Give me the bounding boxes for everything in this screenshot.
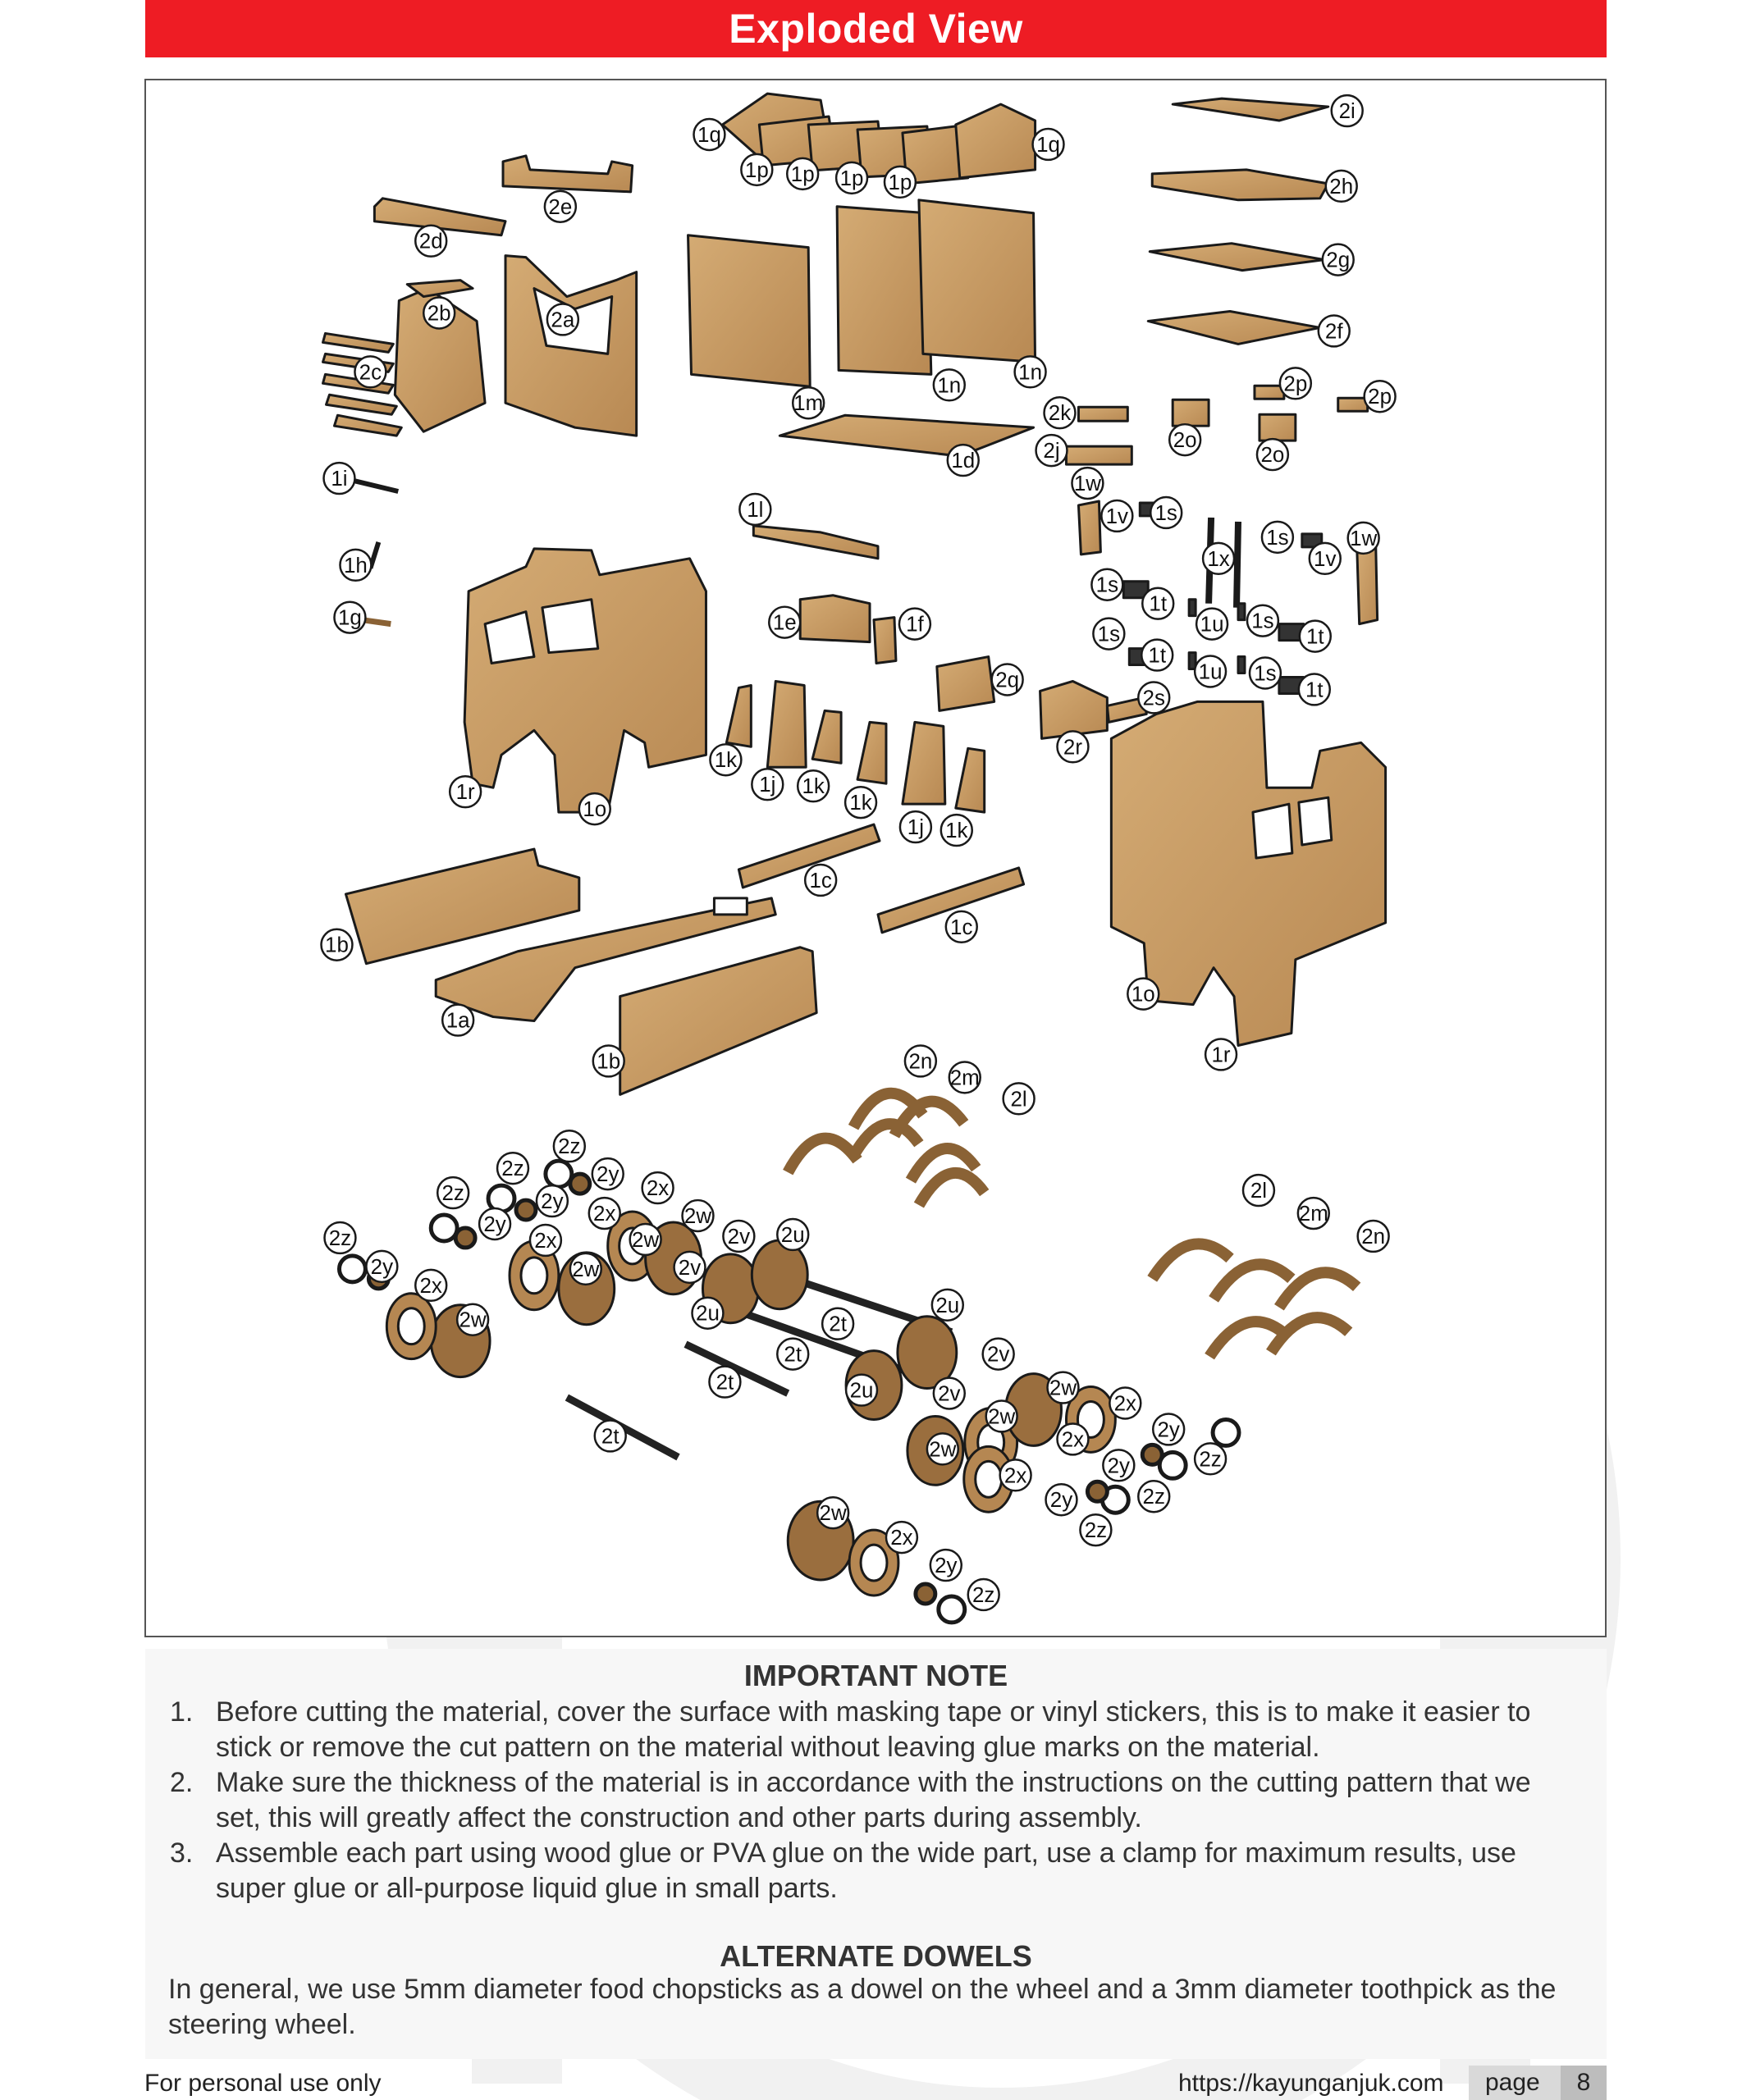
callout-label: 2k [1048, 402, 1072, 426]
callout-label: 2n [908, 1050, 933, 1074]
callout-label: 2g [1326, 249, 1351, 272]
callout-label: 1f [906, 613, 924, 637]
callout-label: 1n [937, 374, 962, 398]
callout-label: 2x [890, 1527, 913, 1550]
callout-1k [941, 815, 972, 846]
part-1e [800, 596, 870, 642]
part-1b-right [620, 947, 816, 1095]
callout-2t [709, 1367, 740, 1398]
callout-label: 1x [1207, 547, 1230, 571]
callout-label: 1o [1131, 983, 1155, 1007]
callout-2x [642, 1172, 674, 1203]
callout-1t [1299, 674, 1330, 705]
callout-label: 1c [809, 869, 832, 892]
callout-label: 2m [1298, 1203, 1328, 1226]
callout-2y [1046, 1484, 1077, 1515]
callout-2h [1326, 171, 1357, 202]
callout-label: 1n [1018, 361, 1043, 385]
callout-2w [683, 1200, 714, 1231]
callout-label: 1e [772, 611, 797, 635]
page-label: page [1485, 2069, 1540, 2096]
callout-label: 2z [441, 1182, 464, 1206]
callout-1a [442, 1005, 473, 1036]
callout-label: 2z [972, 1583, 995, 1607]
callout-label: 1j [759, 774, 776, 797]
callout-1l [739, 494, 770, 525]
callout-2t [595, 1420, 626, 1451]
page-title: Exploded View [145, 0, 1607, 57]
callout-1m [793, 387, 824, 418]
callout-2r [1058, 731, 1089, 762]
callout-2z [554, 1130, 585, 1162]
callout-1j [752, 769, 783, 800]
callout-2y [1153, 1413, 1184, 1445]
callout-label: 2t [784, 1343, 802, 1367]
callout-2z [437, 1177, 469, 1208]
callout-1x [1203, 543, 1234, 574]
page-number: 8 [1561, 2066, 1607, 2100]
callout-label: 2z [558, 1135, 581, 1159]
callout-1b [593, 1045, 624, 1076]
callout-label: 2y [1157, 1418, 1180, 1442]
callout-2y [1103, 1449, 1134, 1481]
alternate-dowels-text: In general, we use 5mm diameter food chopsticks as a dowel on the wheel and a 3mm diameter toothpick as the steering wheel. [168, 1974, 1557, 2040]
callout-2u [846, 1375, 877, 1406]
callout-label: 2w [683, 1204, 712, 1228]
callout-label: 2c [359, 361, 382, 385]
note-number: 2. [170, 1767, 194, 1798]
callout-2n [1358, 1221, 1389, 1252]
note-text: Assemble each part using wood glue or PVA glue on the wide part, use a clamp for maximum results, use super glue or all-purpose liquid glue in small parts. [216, 1838, 1516, 1904]
callout-label: 1s [1266, 526, 1289, 550]
callout-2a [547, 304, 578, 336]
callout-1v [1101, 500, 1132, 532]
callout-label: 2l [1250, 1180, 1268, 1203]
callout-label: 2x [1004, 1464, 1027, 1488]
callout-1p [741, 154, 772, 185]
callout-2q [992, 664, 1023, 696]
callout-2k [1045, 397, 1076, 428]
callout-1j [900, 811, 931, 842]
callout-2l [1004, 1083, 1035, 1114]
callout-label: 2x [1113, 1392, 1137, 1416]
callout-label: 2y [1107, 1454, 1131, 1478]
callout-label: 2a [551, 308, 575, 332]
part-1g [362, 620, 391, 624]
callout-label: 1o [583, 798, 607, 822]
note-text: Make sure the thickness of the material is in accordance with the instructions on the cutting pattern that we set, this will greatly affect the construction and other parts during assembly. [216, 1767, 1531, 1833]
callout-label: 2t [601, 1425, 619, 1449]
callout-label: 2u [696, 1302, 720, 1326]
callout-label: 2x [1061, 1428, 1085, 1452]
part-1f [874, 618, 896, 664]
alternate-dowels-heading: ALTERNATE DOWELS [720, 1939, 1032, 1973]
callout-2u [777, 1219, 808, 1250]
part-1n-left [837, 207, 931, 375]
callout-1c [805, 865, 836, 896]
callout-label: 2x [419, 1274, 442, 1298]
exploded-view-drawing [146, 80, 1605, 1636]
callout-2v [674, 1252, 706, 1283]
footer-website-link[interactable]: https://kayunganjuk.com [1178, 2070, 1444, 2097]
callout-1s [1150, 497, 1182, 528]
callout-2x [589, 1198, 620, 1229]
callout-2o [1257, 439, 1288, 470]
callout-label: 1w [1073, 472, 1102, 496]
callout-2m [949, 1061, 981, 1093]
part-1m [688, 235, 811, 387]
callout-label: 2u [849, 1379, 874, 1403]
part-fenders-top [788, 1093, 984, 1205]
callout-label: 2r [1063, 736, 1082, 760]
callout-2g [1323, 244, 1354, 276]
callout-label: 2w [572, 1258, 600, 1281]
callout-2y [537, 1185, 568, 1217]
callout-1s [1247, 605, 1278, 637]
part-1l [753, 526, 878, 559]
callout-2n [905, 1045, 936, 1076]
callout-label: 2u [780, 1223, 805, 1247]
callout-label: 2z [1084, 1519, 1108, 1543]
callout-label: 2t [715, 1371, 734, 1395]
callout-label: 2f [1324, 320, 1343, 344]
callout-label: 1t [1305, 625, 1324, 649]
callout-label: 2p [1368, 386, 1392, 409]
callout-1c [946, 911, 977, 943]
callout-2l [1243, 1175, 1274, 1206]
callout-label: 1d [951, 450, 976, 473]
callout-2w [457, 1304, 488, 1335]
callout-1t [1300, 621, 1331, 652]
callout-1o [579, 793, 610, 824]
callout-label: 1q [697, 123, 721, 147]
callout-label: 2s [1142, 687, 1165, 710]
note-number: 3. [170, 1838, 194, 1869]
callout-label: 2y [541, 1190, 564, 1214]
callout-label: 1a [446, 1009, 470, 1033]
callout-2z [1195, 1443, 1226, 1474]
callout-label: 2z [501, 1157, 524, 1181]
callout-label: 1g [338, 606, 362, 630]
callout-label: 1s [1095, 573, 1119, 597]
callout-2p [1280, 368, 1311, 399]
callout-1s [1250, 658, 1281, 689]
callout-label: 1i [331, 468, 348, 491]
callout-label: 2w [929, 1438, 957, 1462]
callout-label: 2y [370, 1255, 394, 1279]
callout-label: 2m [949, 1066, 980, 1090]
callout-label: 1k [849, 792, 872, 815]
callout-label: 2v [727, 1225, 751, 1249]
note-text: Before cutting the material, cover the surface with masking tape or vinyl stickers, this is to make it easier to stick or remove the cut pattern on the material without leaving glue marks on the material. [216, 1696, 1531, 1763]
callout-label: 2j [1043, 440, 1060, 463]
callout-label: 2v [986, 1343, 1010, 1367]
callout-2v [983, 1339, 1014, 1370]
callout-label: 1t [1148, 644, 1167, 668]
callout-2f [1319, 315, 1350, 346]
callout-1v [1310, 543, 1341, 574]
callout-1f [899, 609, 930, 640]
callout-label: 2i [1338, 100, 1356, 124]
callout-2y [366, 1251, 397, 1282]
callout-label: 1c [950, 915, 973, 939]
callout-2u [693, 1298, 724, 1329]
important-note-heading: IMPORTANT NOTE [743, 1659, 1008, 1692]
callout-2x [1058, 1423, 1089, 1454]
part-2j [1066, 446, 1132, 464]
note-number: 1. [170, 1696, 194, 1728]
callout-1d [948, 445, 979, 476]
callout-label: 2w [632, 1228, 660, 1252]
callout-label: 2h [1329, 175, 1354, 199]
callout-label: 1q [1036, 133, 1060, 157]
callout-1t [1142, 588, 1173, 619]
callout-2w [630, 1224, 661, 1255]
callout-1i [324, 463, 355, 494]
part-2a [505, 256, 637, 436]
callout-2z [325, 1222, 356, 1253]
callout-1e [769, 607, 800, 638]
callout-label: 1k [945, 819, 968, 843]
callout-2o [1169, 424, 1200, 455]
callout-2i [1332, 95, 1363, 126]
callout-label: 2z [328, 1226, 352, 1250]
callout-1p [787, 158, 818, 189]
note-item [170, 1765, 1581, 1836]
callout-2z [1080, 1514, 1111, 1545]
callout-1b [322, 929, 353, 961]
callout-2p [1365, 381, 1396, 412]
callout-label: 2y [935, 1554, 958, 1578]
callout-2x [530, 1225, 561, 1256]
callout-label: 2x [534, 1229, 557, 1253]
part-2q [937, 657, 994, 711]
callout-label: 1b [597, 1050, 621, 1074]
callout-label: 1p [744, 158, 769, 182]
callout-label: 2y [1049, 1489, 1073, 1513]
callout-label: 2p [1283, 372, 1308, 396]
callout-label: 1u [1200, 613, 1224, 637]
callout-label: 2b [427, 302, 451, 326]
callout-1w [1348, 523, 1379, 554]
callout-label: 2w [459, 1308, 487, 1332]
callout-label: 1p [839, 167, 864, 190]
callout-2x [415, 1270, 446, 1301]
callout-2e [545, 191, 576, 222]
callout-1t [1141, 640, 1173, 671]
callout-2y [930, 1550, 962, 1581]
callout-label: 2l [1010, 1088, 1027, 1112]
callout-1g [334, 602, 365, 633]
callout-label: 1t [1305, 678, 1324, 702]
callout-label: 1t [1149, 592, 1168, 616]
callout-1h [340, 550, 371, 581]
callout-2x [1000, 1459, 1031, 1491]
callout-2s [1138, 682, 1169, 713]
callout-label: 1s [1154, 501, 1177, 525]
callout-label: 2n [1361, 1225, 1386, 1249]
callout-2y [592, 1158, 624, 1189]
callout-2m [1298, 1198, 1329, 1229]
callout-label: 1s [1097, 623, 1121, 646]
callout-label: 1w [1350, 527, 1378, 550]
callout-label: 1h [343, 554, 368, 578]
callout-label: 1r [1211, 1043, 1231, 1067]
footer-license: For personal use only [144, 2070, 382, 2097]
callout-2w [986, 1401, 1017, 1432]
part-2p-right [1338, 398, 1368, 411]
callout-label: 1l [747, 498, 764, 522]
callout-label: 2d [418, 230, 443, 253]
part-1n-right [919, 200, 1036, 363]
callout-1u [1195, 656, 1226, 687]
part-2r [1040, 681, 1108, 738]
callout-label: 1m [793, 392, 824, 416]
callout-label: 2o [1260, 444, 1285, 468]
callout-1q [693, 119, 725, 150]
callout-label: 2w [1049, 1376, 1077, 1400]
callout-label: 1s [1251, 609, 1274, 633]
callout-1k [845, 787, 876, 818]
callout-2x [1109, 1388, 1141, 1419]
callout-2u [932, 1290, 963, 1321]
callout-label: 2o [1173, 429, 1197, 453]
part-2i-2h-2g-2f-plates [1148, 98, 1328, 344]
part-2o-left [1173, 399, 1209, 426]
callout-1r [450, 776, 481, 807]
important-note-list [170, 1695, 1581, 1906]
callout-label: 1s [1254, 662, 1277, 686]
callout-1s [1262, 522, 1293, 553]
callout-1k [710, 744, 741, 775]
callout-label: 2z [1199, 1448, 1222, 1472]
part-1d [779, 415, 1033, 456]
callout-2z [968, 1579, 999, 1610]
callout-2j [1036, 435, 1068, 466]
callout-1n [1015, 356, 1046, 387]
callout-1s [1093, 619, 1124, 650]
callout-1p [836, 162, 867, 194]
callout-2t [822, 1308, 853, 1340]
callout-label: 2u [935, 1294, 960, 1317]
callout-1u [1196, 609, 1228, 640]
callout-2z [1138, 1481, 1169, 1512]
callout-label: 2w [819, 1502, 847, 1526]
callout-2t [777, 1339, 808, 1370]
callout-1s [1091, 569, 1122, 600]
callout-2z [497, 1153, 528, 1184]
callout-label: 2v [678, 1256, 702, 1280]
part-2e [503, 156, 633, 192]
callout-2b [423, 298, 455, 329]
callout-label: 1p [790, 162, 815, 186]
part-1i [354, 481, 398, 491]
part-fenders-right [1152, 1244, 1356, 1356]
callout-2y [479, 1208, 510, 1239]
callout-2x [886, 1522, 917, 1553]
callout-1r [1205, 1039, 1237, 1071]
callout-label: 2w [988, 1405, 1016, 1429]
callout-2v [934, 1378, 965, 1409]
callout-label: 1u [1198, 660, 1223, 684]
part-2k [1078, 407, 1127, 421]
callout-label: 1p [888, 171, 912, 194]
page-indicator [1469, 2066, 1607, 2100]
callout-label: 2v [938, 1382, 961, 1406]
callout-label: 1k [714, 749, 738, 773]
callout-2v [723, 1221, 754, 1252]
callout-1n [934, 369, 965, 400]
part-2o-right [1260, 414, 1296, 441]
callout-label: 1k [802, 775, 825, 799]
note-item [170, 1695, 1581, 1765]
callout-2d [415, 226, 446, 257]
callout-label: 1v [1314, 547, 1337, 571]
callout-label: 2e [548, 195, 573, 219]
exploded-view-diagram [144, 79, 1607, 1637]
callout-2w [927, 1433, 958, 1464]
callout-label: 2x [646, 1177, 670, 1201]
callout-label: 2t [829, 1312, 847, 1336]
callout-label: 1r [455, 781, 475, 805]
callout-label: 1v [1105, 504, 1129, 528]
callout-label: 2x [593, 1203, 616, 1226]
callout-2w [817, 1497, 848, 1528]
callout-1k [798, 770, 829, 801]
callout-2w [1048, 1372, 1079, 1404]
callout-label: 1j [907, 816, 924, 840]
callout-label: 2y [483, 1212, 506, 1236]
callout-2c [354, 356, 386, 387]
notes-section [145, 1649, 1607, 2059]
callout-1q [1033, 129, 1064, 160]
callout-label: 2q [995, 669, 1020, 692]
note-item [170, 1836, 1581, 1906]
callout-1p [885, 167, 916, 198]
callout-label: 2y [597, 1163, 619, 1187]
callout-label: 2z [1142, 1486, 1165, 1509]
callout-1w [1072, 468, 1103, 499]
callout-2w [570, 1253, 601, 1285]
part-1r-left-cab-side [464, 549, 706, 812]
callout-label: 1b [325, 934, 349, 957]
callout-1o [1127, 979, 1159, 1010]
